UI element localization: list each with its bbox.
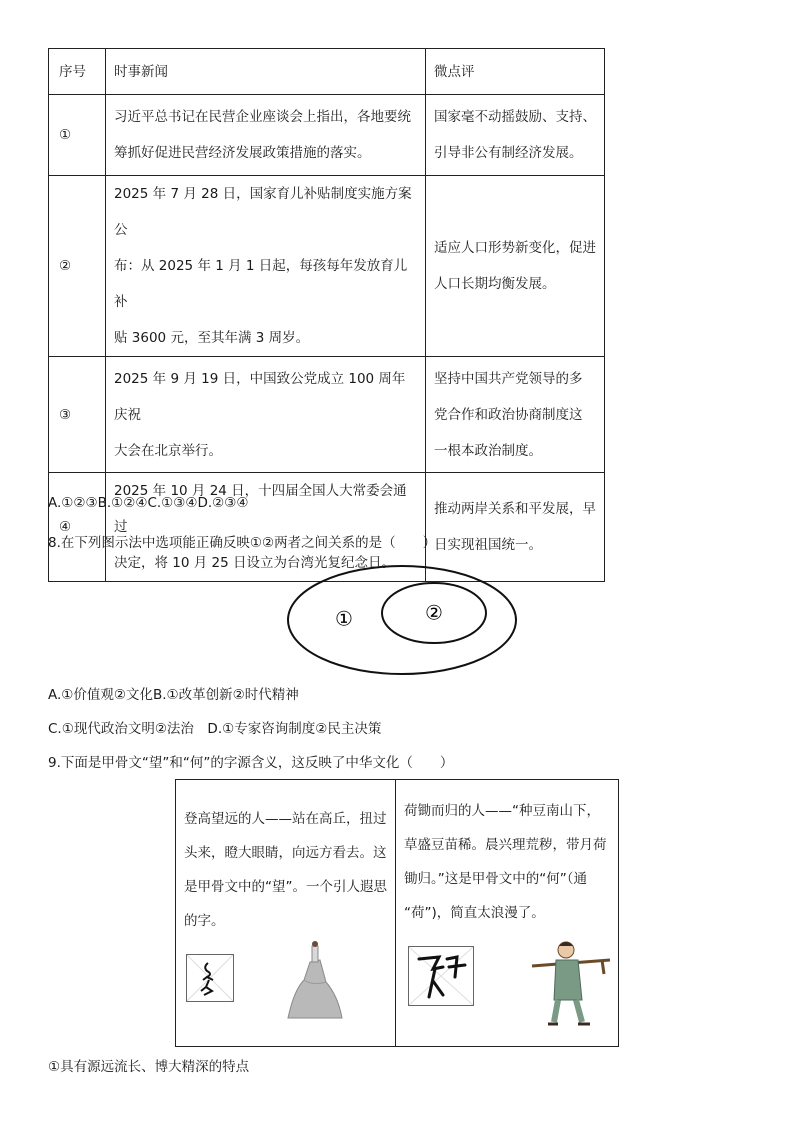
wang-glyph-box [186, 954, 234, 1002]
q9-stem: 9.下面是甲骨文“望”和“何”的字源含义，这反映了中华文化（ ） [48, 755, 454, 771]
row-comment [426, 176, 605, 357]
person-on-hill-icon [282, 940, 346, 1022]
comment-line: 国家毫不动摇鼓励、支持、 [434, 109, 596, 125]
table-row [49, 95, 605, 176]
news-line: 2025 年 9 月 19 日，中国致公党成立 100 周年庆祝 [114, 370, 406, 423]
comment-line: 一根本政治制度。 [434, 442, 542, 459]
comment-line: 人口长期均衡发展。 [434, 276, 556, 292]
wang-glyph-icon [187, 955, 233, 1001]
he-glyph-icon [409, 947, 473, 1005]
q9-statement-1: ①具有源远流长、博大精深的特点 [48, 1059, 250, 1075]
q8-options-line2: C.①现代政治文明②法治 D.①专家咨询制度②民主决策 [48, 721, 382, 737]
outer-label: ① [335, 606, 353, 631]
wang-cell [176, 780, 396, 1047]
wang-line: 头来，瞪大眼睛，向远方看去。这 [184, 845, 387, 861]
news-line: 筹抓好促进民营经济发展政策措施的落实。 [114, 145, 371, 161]
header-index: 序号 [49, 49, 106, 95]
row-comment [426, 357, 605, 473]
comment-line: 引导非公有制经济发展。 [434, 145, 583, 161]
row-news [106, 176, 426, 357]
q8-options-line1: A.①价值观②文化B.①改革创新②时代精神 [48, 687, 299, 703]
wang-line: 登高望远的人——站在高丘，扭过 [184, 811, 387, 827]
row-index: ① [49, 95, 106, 176]
he-line: 荷锄而归的人——“种豆南山下， [404, 803, 600, 819]
wang-line: 是甲骨文中的“望”。一个引人遐思 [184, 879, 387, 895]
header-comment: 微点评 [426, 49, 605, 95]
comment-line: 日实现祖国统一。 [434, 537, 542, 553]
q7-options: A.①②③B.①②④C.①③④D.②③④ [48, 495, 249, 511]
outer-ellipse [288, 566, 516, 674]
farmer-with-hoe-icon [526, 930, 614, 1030]
q8-stem: 8.在下列图示法中选项能正确反映①②两者之间关系的是（ ） [48, 535, 437, 551]
comment-line: 适应人口形势新变化，促进 [434, 240, 596, 256]
row-index: ③ [49, 357, 106, 473]
row-news [106, 357, 426, 473]
header-news: 时事新闻 [106, 49, 426, 95]
table-row [49, 176, 605, 357]
comment-line: 坚持中国共产党领导的多 [434, 370, 583, 387]
news-line: 贴 3600 元，至其年满 3 周岁。 [114, 330, 310, 346]
table-row [49, 357, 605, 473]
row-index: ④ [49, 473, 106, 582]
news-line: 大会在北京举行。 [114, 442, 222, 459]
oracle-table [175, 779, 619, 1047]
wang-line: 的字。 [184, 913, 225, 929]
news-line: 习近平总书记在民营企业座谈会上指出，各地要统 [114, 109, 411, 125]
news-line: 决定，将 10 月 25 日设立为台湾光复纪念日。 [114, 555, 396, 571]
row-news [106, 95, 426, 176]
news-line: 布：从 2025 年 1 月 1 日起，每孩每年发放育儿补 [114, 258, 408, 310]
table-header-row [49, 49, 605, 95]
he-line: “荷”)，简直太浪漫了。 [404, 905, 545, 921]
row-index: ② [49, 176, 106, 357]
news-line: 2025 年 7 月 28 日，国家育儿补贴制度实施方案公 [114, 186, 412, 238]
row-comment [426, 95, 605, 176]
inner-label: ② [425, 600, 443, 625]
comment-line: 党合作和政治协商制度这 [434, 406, 583, 423]
venn-diagram [286, 564, 518, 676]
he-glyph-box [408, 946, 474, 1006]
he-line: 锄归。”这是甲骨文中的“何”（通 [404, 871, 587, 887]
he-cell [396, 780, 619, 1047]
comment-line: 推动两岸关系和平发展，早 [434, 501, 596, 517]
he-line: 草盛豆苗稀。晨兴理荒秽，带月荷 [404, 837, 607, 853]
news-line: 2025 年 10 月 24 日，十四届全国人大常委会通过 [114, 483, 407, 535]
